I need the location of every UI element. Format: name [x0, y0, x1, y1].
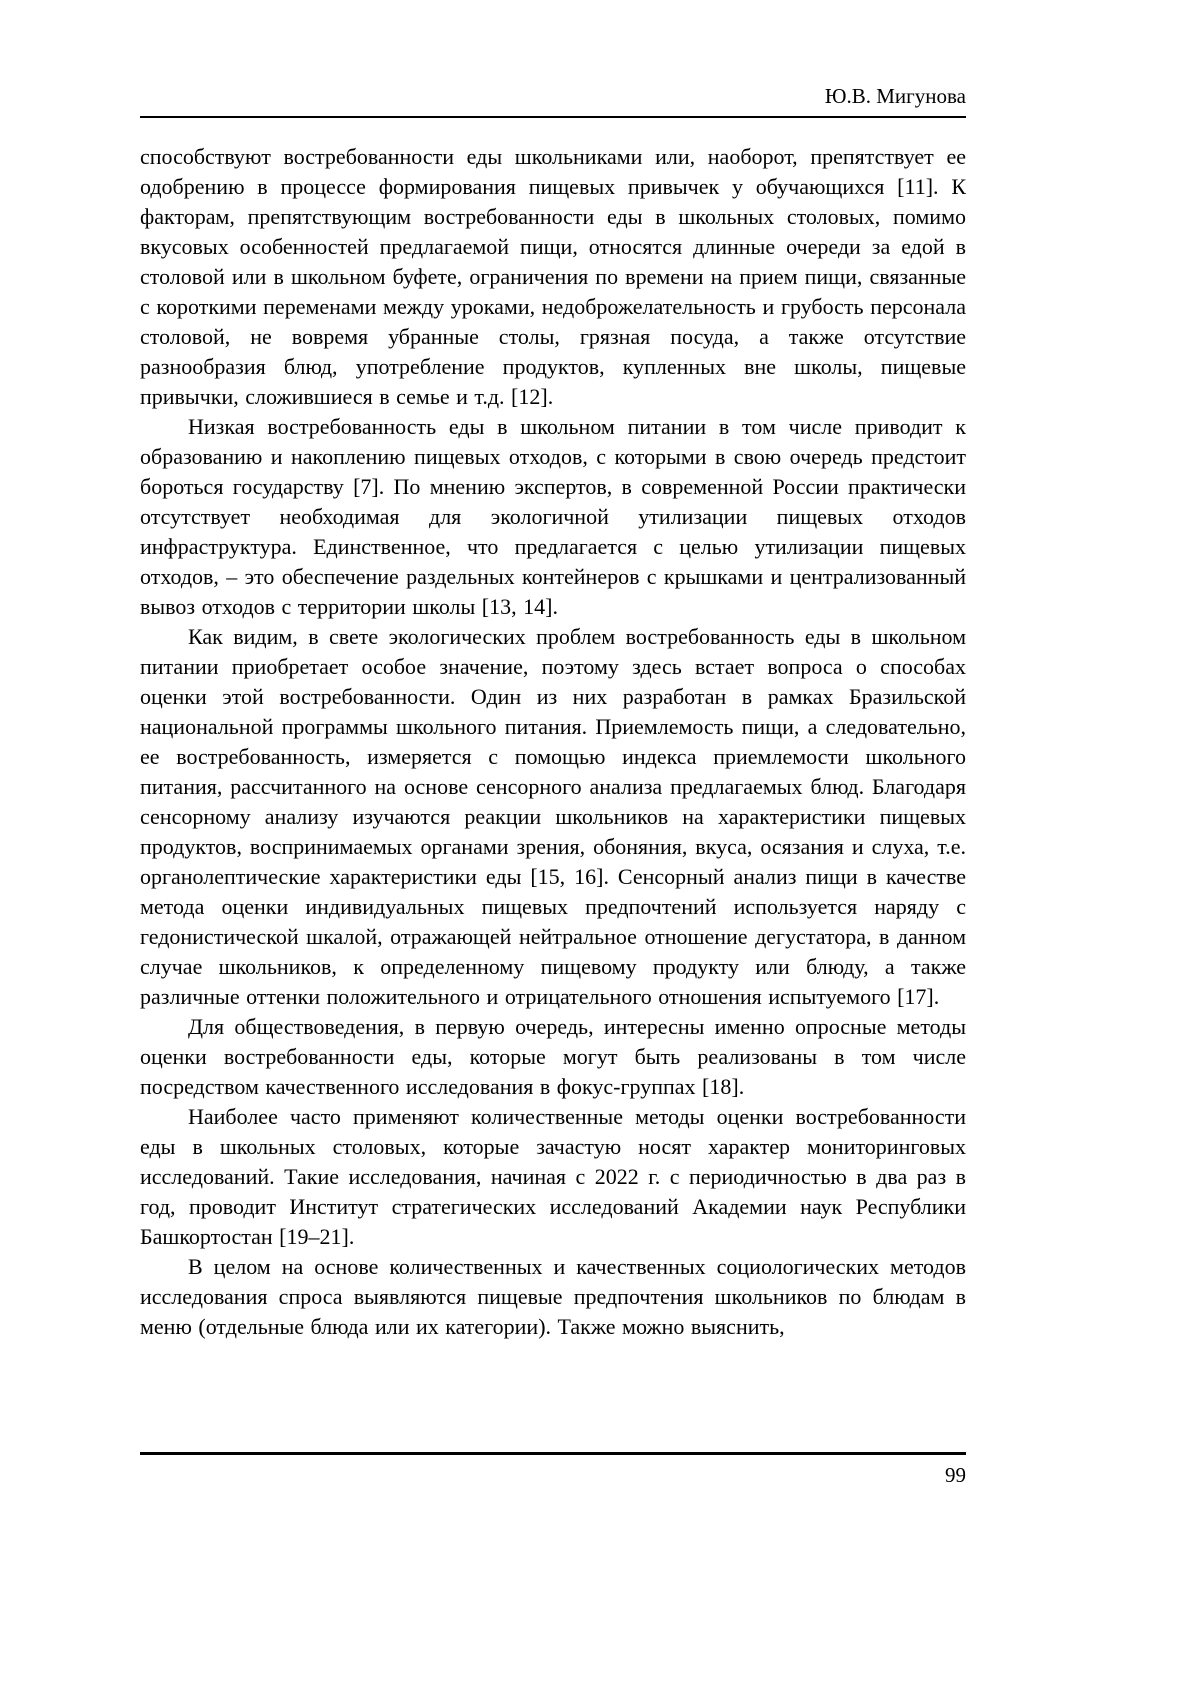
body-text [140, 142, 966, 1342]
paragraph: Как видим, в свете экологических проблем востребованность еды в школьном питании приобретает особое значение, поэтому здесь встает вопроса о способах оценки этой востребованности. Один из них разработан в рамках Бразильской национальной программы школьного питания. Приемлемость пищи, а следовательно, ее востребованность, измеряется с помощью индекса приемлемости школьного питания, рассчитанного на основе сенсорного анализа предлагаемых блюд. Благодаря сенсорному анализу изучаются реакции школьников на характеристики пищевых продуктов, воспринимаемых органами зрения, обоняния, вкуса, осязания и слуха, т.е. органолептические характеристики еды [15, 16]. Сенсорный анализ пищи в качестве метода оценки индивидуальных пищевых предпочтений используется наряду с гедонистической шкалой, отражающей нейтральное отношение дегустатора, в данном случае школьников, к определенному пищевому продукту или блюду, а также различные оттенки положительного и отрицательного отношения испытуемого [17]. [140, 624, 966, 1009]
page-number: 99 [945, 1463, 966, 1487]
paragraph: В целом на основе количественных и качественных социологических методов исследования спроса выявляются пищевые предпочтения школьников по блюдам в меню (отдельные блюда или их категории). Также можно выяснить, [140, 1254, 966, 1339]
page-content [140, 0, 966, 1342]
header-rule [140, 116, 966, 118]
paragraph: способствуют востребованности еды школьниками или, наоборот, препятствует ее одобрению в процессе формирования пищевых привычек у обучающихся [11]. К факторам, препятствующим востребованности еды в школьных столовых, помимо вкусовых особенностей предлагаемой пищи, относятся длинные очереди за едой в столовой или в школьном буфете, ограничения по времени на прием пищи, связанные с короткими переменами между уроками, недоброжелательность и грубость персонала столовой, не вовремя убранные столы, грязная посуда, а также отсутствие разнообразия блюд, употребление продуктов, купленных вне школы, пищевые привычки, сложившиеся в семье и т.д. [12]. [140, 144, 966, 409]
footer-rule [140, 1452, 966, 1455]
page-footer [140, 1444, 966, 1487]
paragraph: Наиболее часто применяют количественные методы оценки востребованности еды в школьных столовых, которые зачастую носят характер мониторинговых исследований. Такие исследования, начиная с 2022 г. с периодичностью в два раз в год, проводит Институт стратегических исследований Академии наук Республики Башкортостан [19–21]. [140, 1104, 966, 1249]
running-head-author: Ю.В. Мигунова [824, 84, 966, 108]
paragraph: Низкая востребованность еды в школьном питании в том числе приводит к образованию и накоплению пищевых отходов, с которыми в свою очередь предстоит бороться государству [7]. По мнению экспертов, в современной России практически отсутствует необходимая для экологичной утилизации пищевых отходов инфраструктура. Единственное, что предлагается с целью утилизации пищевых отходов, – это обеспечение раздельных контейнеров с крышками и централизованный вывоз отходов с территории школы [13, 14]. [140, 414, 966, 619]
paragraph: Для обществоведения, в первую очередь, интересны именно опросные методы оценки востребованности еды, которые могут быть реализованы в том числе посредством качественного исследования в фокус-группах [18]. [140, 1014, 966, 1099]
